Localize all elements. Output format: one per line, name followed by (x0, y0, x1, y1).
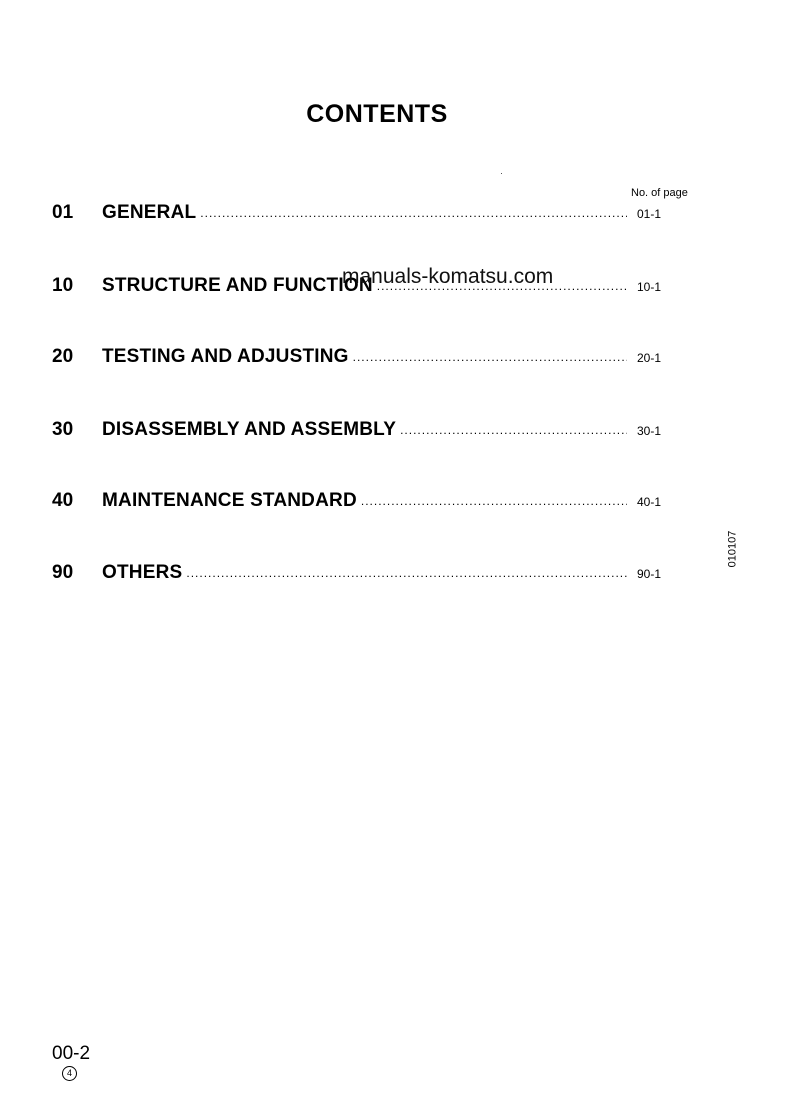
toc-dot-leader (353, 350, 627, 364)
toc-section-number: 30 (52, 419, 74, 440)
toc-dot-leader (186, 566, 627, 580)
toc-entry-general[interactable] (52, 202, 677, 230)
page-column-header: No. of page (631, 187, 688, 199)
toc-section-title: GENERAL (102, 202, 197, 223)
toc-section-number: 90 (52, 562, 74, 583)
toc-page-ref: 20-1 (637, 351, 662, 365)
toc-entry-maintenance-standard[interactable] (52, 490, 677, 518)
toc-entry-others[interactable] (52, 562, 677, 590)
revision-mark: 4 (62, 1066, 77, 1081)
toc-section-title: STRUCTURE AND FUNCTION (102, 275, 373, 296)
toc-entry-testing-and-adjusting[interactable] (52, 346, 677, 374)
toc-page-ref: 40-1 (637, 495, 662, 509)
toc-page-ref: 30-1 (637, 424, 662, 438)
page-title: CONTENTS (306, 100, 448, 128)
toc-section-title: OTHERS (102, 562, 183, 583)
side-code (728, 527, 748, 573)
toc-section-number: 10 (52, 275, 74, 296)
toc-entry-disassembly-and-assembly[interactable] (52, 419, 677, 447)
scan-speck (501, 173, 502, 174)
toc-dot-leader (400, 423, 627, 437)
toc-page-ref: 10-1 (637, 280, 662, 294)
toc-dot-leader (361, 494, 627, 508)
toc-page-ref: 90-1 (637, 567, 662, 581)
toc-section-number: 01 (52, 202, 74, 223)
page-number: 00-2 (52, 1043, 91, 1064)
toc-dot-leader (200, 206, 627, 220)
toc-section-title: TESTING AND ADJUSTING (102, 346, 349, 367)
toc-page-ref: 01-1 (637, 207, 662, 221)
toc-section-number: 20 (52, 346, 74, 367)
side-code-text: 010107 (726, 530, 739, 568)
toc-section-title: MAINTENANCE STANDARD (102, 490, 357, 511)
toc-section-number: 40 (52, 490, 74, 511)
watermark-text: manuals-komatsu.com (342, 265, 554, 288)
toc-section-title: DISASSEMBLY AND ASSEMBLY (102, 419, 397, 440)
